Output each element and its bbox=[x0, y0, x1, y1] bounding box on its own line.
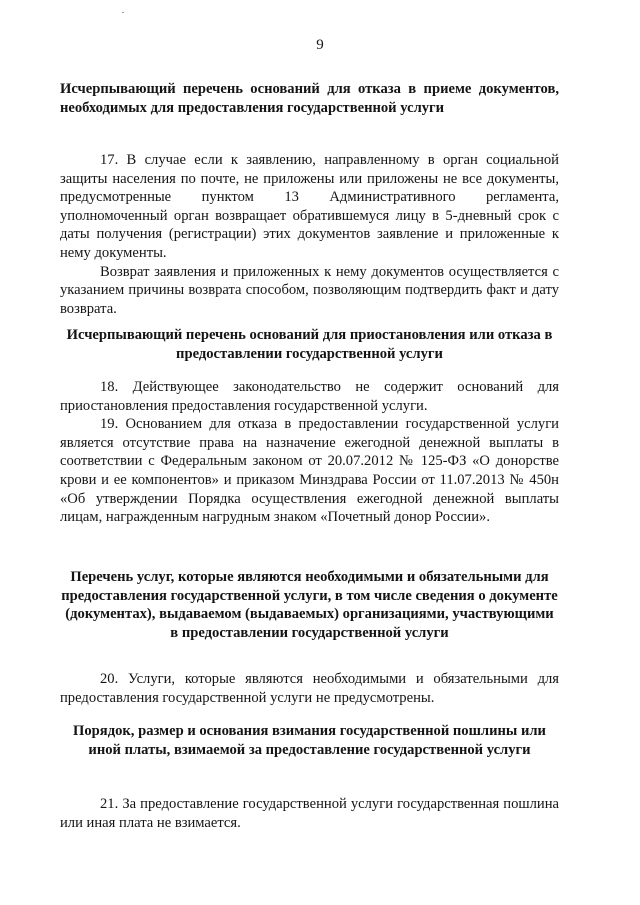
section-heading-refusal-acceptance: Исчерпывающий перечень оснований для отказа в приеме документов, необходимых для предоставления государственной услуги bbox=[60, 81, 559, 116]
section-body-fee bbox=[60, 795, 559, 832]
paragraph-20: 20. Услуги, которые являются необходимыми и обязательными для предоставления государственной услуги не предусмотрены. bbox=[60, 671, 559, 706]
paragraph-21: 21. За предоставление государственной услуги государственная пошлина или иная плата не взимается. bbox=[60, 796, 559, 831]
section-heading-required-services: Перечень услуг, которые являются необходимыми и обязательными для предоставления государственной услуги, в том числе сведения о документе (документах), выдаваемом (выдаваемых) организациями, участвующими в предоставлении государственной услуги bbox=[61, 569, 558, 641]
paragraph-18: 18. Действующее законодательство не содержит оснований для приостановления предоставления государственной услуги. bbox=[60, 379, 559, 414]
section-body-required-services bbox=[60, 670, 559, 707]
paragraph-return: Возврат заявления и приложенных к нему документов осуществляется с указанием причины возврата способом, позволяющим подтвердить факт и дату возврата. bbox=[60, 263, 559, 317]
section-body-suspension bbox=[60, 378, 559, 527]
section-heading-fee: Порядок, размер и основания взимания государственной пошлины или иной платы, взимаемой за предоставление государственной услуги bbox=[73, 723, 546, 758]
page-number: 9 bbox=[316, 37, 324, 53]
paragraph-19: 19. Основанием для отказа в предоставлении государственной услуги является отсутствие права на назначение ежегодной денежной выплаты в соответствии с Федеральным законом от 20.07.2012 № 125-ФЗ «О донорстве крови и ее компонентов» и приказом Минздрава России от 11.07.2013 № 450н «Об утверждении Порядка осуществления ежегодной денежной выплаты лицам, награжденным нагрудным знаком «Почетный донор России». bbox=[60, 416, 559, 526]
section-body-refusal-acceptance bbox=[60, 151, 559, 318]
scan-speck bbox=[122, 12, 124, 13]
section-heading-suspension: Исчерпывающий перечень оснований для приостановления или отказа в предоставлении государственной услуги bbox=[66, 327, 553, 362]
paragraph-17: 17. В случае если к заявлению, направленному в орган социальной защиты населения по почте, не приложены или приложены не все документы, предусмотренные пунктом 13 Административного регламента, уполномоченный орган возвращает обратившемуся лицу в 5-дневный срок с даты получения (регистрации) этих документов заявление и приложенные к нему документы. bbox=[60, 152, 559, 261]
